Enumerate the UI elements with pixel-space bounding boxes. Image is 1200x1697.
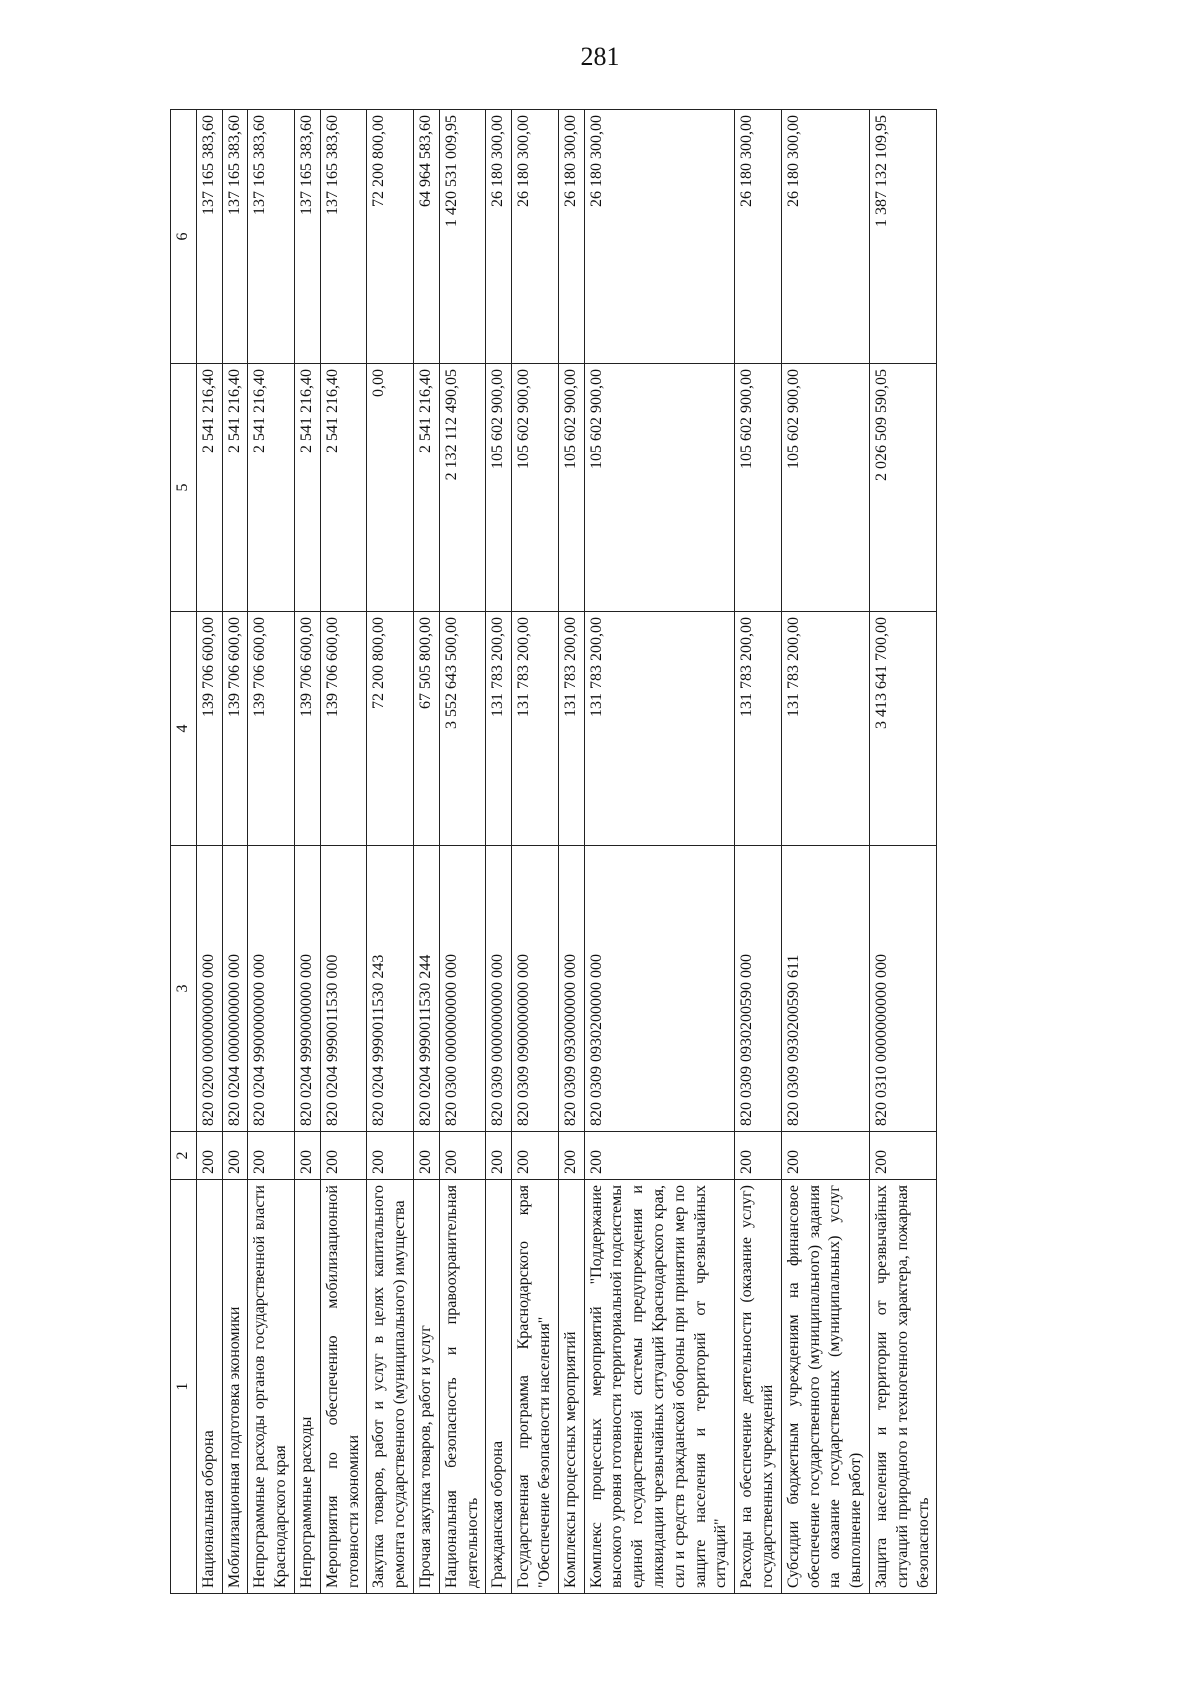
table-row <box>584 110 735 1594</box>
row-col5: 2 541 216,40 <box>196 364 222 612</box>
row-kbk: 820 0204 9990000000 000 <box>294 846 320 1132</box>
row-code: 200 <box>439 1132 486 1180</box>
row-col5: 2 132 112 490,05 <box>439 364 486 612</box>
row-col5: 2 541 216,40 <box>222 364 248 612</box>
row-kbk: 820 0309 0900000000 000 <box>512 846 559 1132</box>
row-code: 200 <box>196 1132 222 1180</box>
row-col6: 64 964 583,60 <box>413 110 439 364</box>
row-col4: 139 706 600,00 <box>294 612 320 846</box>
row-col4: 131 783 200,00 <box>558 612 584 846</box>
row-kbk: 820 0300 0000000000 000 <box>439 846 486 1132</box>
row-col6: 1 387 132 109,95 <box>869 110 936 364</box>
row-kbk: 820 0309 0930200590 000 <box>735 846 782 1132</box>
row-code: 200 <box>222 1132 248 1180</box>
budget-table <box>170 109 937 1594</box>
row-col5: 105 602 900,00 <box>735 364 782 612</box>
table-row <box>869 110 936 1594</box>
row-name: Прочая закупка товаров, работ и услуг <box>413 1180 439 1594</box>
row-name: Закупка товаров, работ и услуг в целях капитального ремонта государственного (муниципального) имущества <box>367 1180 414 1594</box>
row-name: Национальная оборона <box>196 1180 222 1594</box>
row-code: 200 <box>558 1132 584 1180</box>
table-row <box>781 110 869 1594</box>
table-row <box>248 110 295 1594</box>
row-col5: 105 602 900,00 <box>486 364 512 612</box>
table-row <box>222 110 248 1594</box>
row-col5: 2 541 216,40 <box>294 364 320 612</box>
row-col5: 2 026 509 590,05 <box>869 364 936 612</box>
row-col6: 137 165 383,60 <box>196 110 222 364</box>
row-col5: 2 541 216,40 <box>320 364 367 612</box>
row-col5: 2 541 216,40 <box>248 364 295 612</box>
row-col4: 139 706 600,00 <box>320 612 367 846</box>
row-col5: 105 602 900,00 <box>584 364 735 612</box>
table-row <box>367 110 414 1594</box>
row-col4: 3 552 643 500,00 <box>439 612 486 846</box>
table-row <box>439 110 486 1594</box>
row-col4: 139 706 600,00 <box>248 612 295 846</box>
table-row <box>486 110 512 1594</box>
row-col6: 26 180 300,00 <box>584 110 735 364</box>
row-col6: 26 180 300,00 <box>486 110 512 364</box>
table-row <box>320 110 367 1594</box>
row-col6: 137 165 383,60 <box>248 110 295 364</box>
row-col6: 137 165 383,60 <box>222 110 248 364</box>
row-name: Непрограммные расходы <box>294 1180 320 1594</box>
table-row <box>558 110 584 1594</box>
header-col-3: 3 <box>171 846 197 1132</box>
row-col5: 0,00 <box>367 364 414 612</box>
row-code: 200 <box>584 1132 735 1180</box>
row-code: 200 <box>512 1132 559 1180</box>
row-code: 200 <box>248 1132 295 1180</box>
table-wrapper <box>170 110 1092 1594</box>
row-col6: 26 180 300,00 <box>781 110 869 364</box>
row-col4: 67 505 800,00 <box>413 612 439 846</box>
header-col-4: 4 <box>171 612 197 846</box>
table-row <box>735 110 782 1594</box>
row-col5: 2 541 216,40 <box>413 364 439 612</box>
row-code: 200 <box>320 1132 367 1180</box>
page-number: 281 <box>580 42 620 71</box>
row-name: Государственная программа Краснодарского края "Обеспечение безопасности населения" <box>512 1180 559 1594</box>
row-kbk: 820 0309 0930200590 611 <box>781 846 869 1132</box>
row-col4: 131 783 200,00 <box>512 612 559 846</box>
row-name: Комплексы процессных мероприятий <box>558 1180 584 1594</box>
table-row <box>413 110 439 1594</box>
row-col6: 26 180 300,00 <box>558 110 584 364</box>
row-kbk: 820 0200 0000000000 000 <box>196 846 222 1132</box>
row-kbk: 820 0204 9990011530 000 <box>320 846 367 1132</box>
row-col5: 105 602 900,00 <box>512 364 559 612</box>
header-col-2: 2 <box>171 1132 197 1180</box>
row-col6: 137 165 383,60 <box>294 110 320 364</box>
row-kbk: 820 0204 0000000000 000 <box>222 846 248 1132</box>
row-kbk: 820 0204 9990011530 244 <box>413 846 439 1132</box>
row-code: 200 <box>367 1132 414 1180</box>
row-code: 200 <box>413 1132 439 1180</box>
row-col6: 72 200 800,00 <box>367 110 414 364</box>
row-col4: 72 200 800,00 <box>367 612 414 846</box>
row-kbk: 820 0310 0000000000 000 <box>869 846 936 1132</box>
row-code: 200 <box>781 1132 869 1180</box>
row-name: Комплекс процессных мероприятий "Поддержание высокого уровня готовности территориальной подсистемы единой государственной системы предупреждения и ликвидации чрезвычайных ситуаций Краснодарского края, сил и средств гражданской обороны при принятии мер по защите населения и территорий от чрезвычайных ситуаций" <box>584 1180 735 1594</box>
row-code: 200 <box>486 1132 512 1180</box>
row-col4: 131 783 200,00 <box>781 612 869 846</box>
row-col4: 3 413 641 700,00 <box>869 612 936 846</box>
row-kbk: 820 0204 9900000000 000 <box>248 846 295 1132</box>
header-col-6: 6 <box>171 110 197 364</box>
row-col6: 1 420 531 009,95 <box>439 110 486 364</box>
row-code: 200 <box>294 1132 320 1180</box>
row-col4: 139 706 600,00 <box>222 612 248 846</box>
header-col-5: 5 <box>171 364 197 612</box>
row-col4: 139 706 600,00 <box>196 612 222 846</box>
table-row <box>512 110 559 1594</box>
row-kbk: 820 0204 9990011530 243 <box>367 846 414 1132</box>
row-name: Непрограммные расходы органов государственной власти Краснодарского края <box>248 1180 295 1594</box>
row-name: Мероприятия по обеспечению мобилизационной готовности экономики <box>320 1180 367 1594</box>
header-col-1: 1 <box>171 1180 197 1594</box>
row-code: 200 <box>869 1132 936 1180</box>
table-row <box>196 110 222 1594</box>
row-col5: 105 602 900,00 <box>558 364 584 612</box>
row-name: Мобилизационная подготовка экономики <box>222 1180 248 1594</box>
row-kbk: 820 0309 0000000000 000 <box>486 846 512 1132</box>
row-col4: 131 783 200,00 <box>735 612 782 846</box>
row-name: Национальная безопасность и правоохранительная деятельность <box>439 1180 486 1594</box>
row-col4: 131 783 200,00 <box>486 612 512 846</box>
table-row <box>294 110 320 1594</box>
row-kbk: 820 0309 0930200000 000 <box>584 846 735 1132</box>
row-col5: 105 602 900,00 <box>781 364 869 612</box>
row-col6: 137 165 383,60 <box>320 110 367 364</box>
row-code: 200 <box>735 1132 782 1180</box>
row-kbk: 820 0309 0930000000 000 <box>558 846 584 1132</box>
row-name: Гражданская оборона <box>486 1180 512 1594</box>
row-col6: 26 180 300,00 <box>512 110 559 364</box>
row-name: Защита населения и территории от чрезвычайных ситуаций природного и техногенного характера, пожарная безопасность <box>869 1180 936 1594</box>
row-name: Субсидии бюджетным учреждениям на финансовое обеспечение государственного (муниципального) задания на оказание государственных (муниципальных) услуг (выполнение работ) <box>781 1180 869 1594</box>
row-col6: 26 180 300,00 <box>735 110 782 364</box>
row-col4: 131 783 200,00 <box>584 612 735 846</box>
header-row <box>171 110 197 1594</box>
row-name: Расходы на обеспечение деятельности (оказание услуг) государственных учреждений <box>735 1180 782 1594</box>
